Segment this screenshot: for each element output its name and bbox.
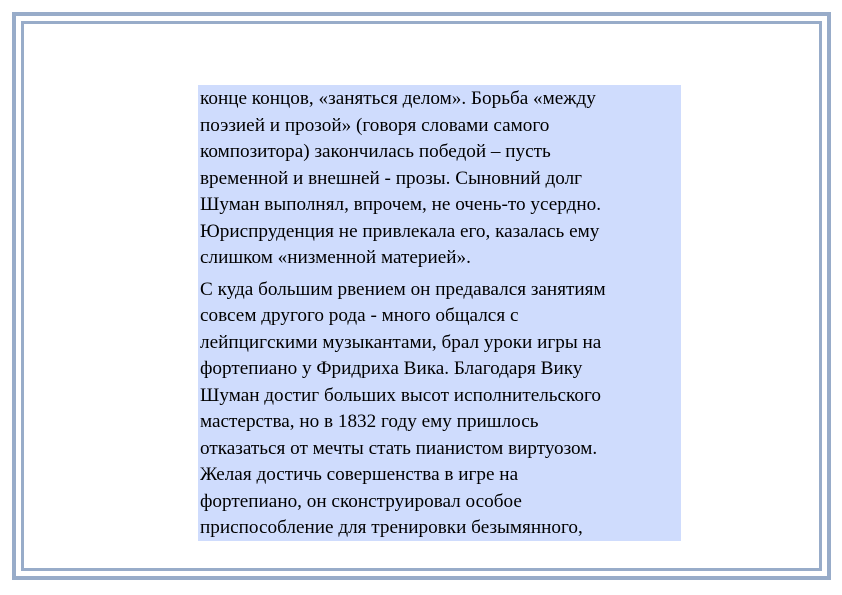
text-line: отказаться от мечты стать пианистом виртуозом. (200, 437, 598, 459)
text-line: Шуман достиг больших высот исполнительского (200, 384, 601, 406)
text-line: С куда большим рвением он предавался занятиям (200, 278, 606, 300)
text-line: совсем другого рода - много общался с (200, 305, 519, 326)
text-line: поэзией и прозой» (говоря словами самого (200, 114, 550, 136)
text-line: фортепиано у Фридриха Вика. Благодаря Вику (200, 358, 583, 379)
text-line: приспособление для тренировки безымянного, (200, 517, 583, 538)
text-line: конце концов, «заняться делом». Борьба «между (200, 88, 596, 109)
text-box (198, 85, 681, 541)
text-line: Юриспруденция не привлекала его, казалась ему (200, 220, 600, 242)
paragraph-1 (200, 86, 679, 272)
text-line: слишком «низменной материей». (200, 247, 471, 268)
text-line: фортепиано, он сконструировал особое (200, 490, 522, 512)
text-line: Шуман выполнял, впрочем, не очень-то усердно. (200, 194, 602, 215)
text-line: мастерства, но в 1832 году ему пришлось (200, 411, 539, 432)
text-line: временной и внешней - прозы. Сыновний долг (200, 167, 583, 189)
paragraph-2 (200, 277, 679, 542)
text-line: лейпцигскими музыкантами, брал уроки игры на (200, 331, 602, 353)
text-line: Желая достичь совершенства в игре на (200, 464, 519, 485)
text-line: композитора) закончилась победой – пусть (200, 141, 551, 162)
